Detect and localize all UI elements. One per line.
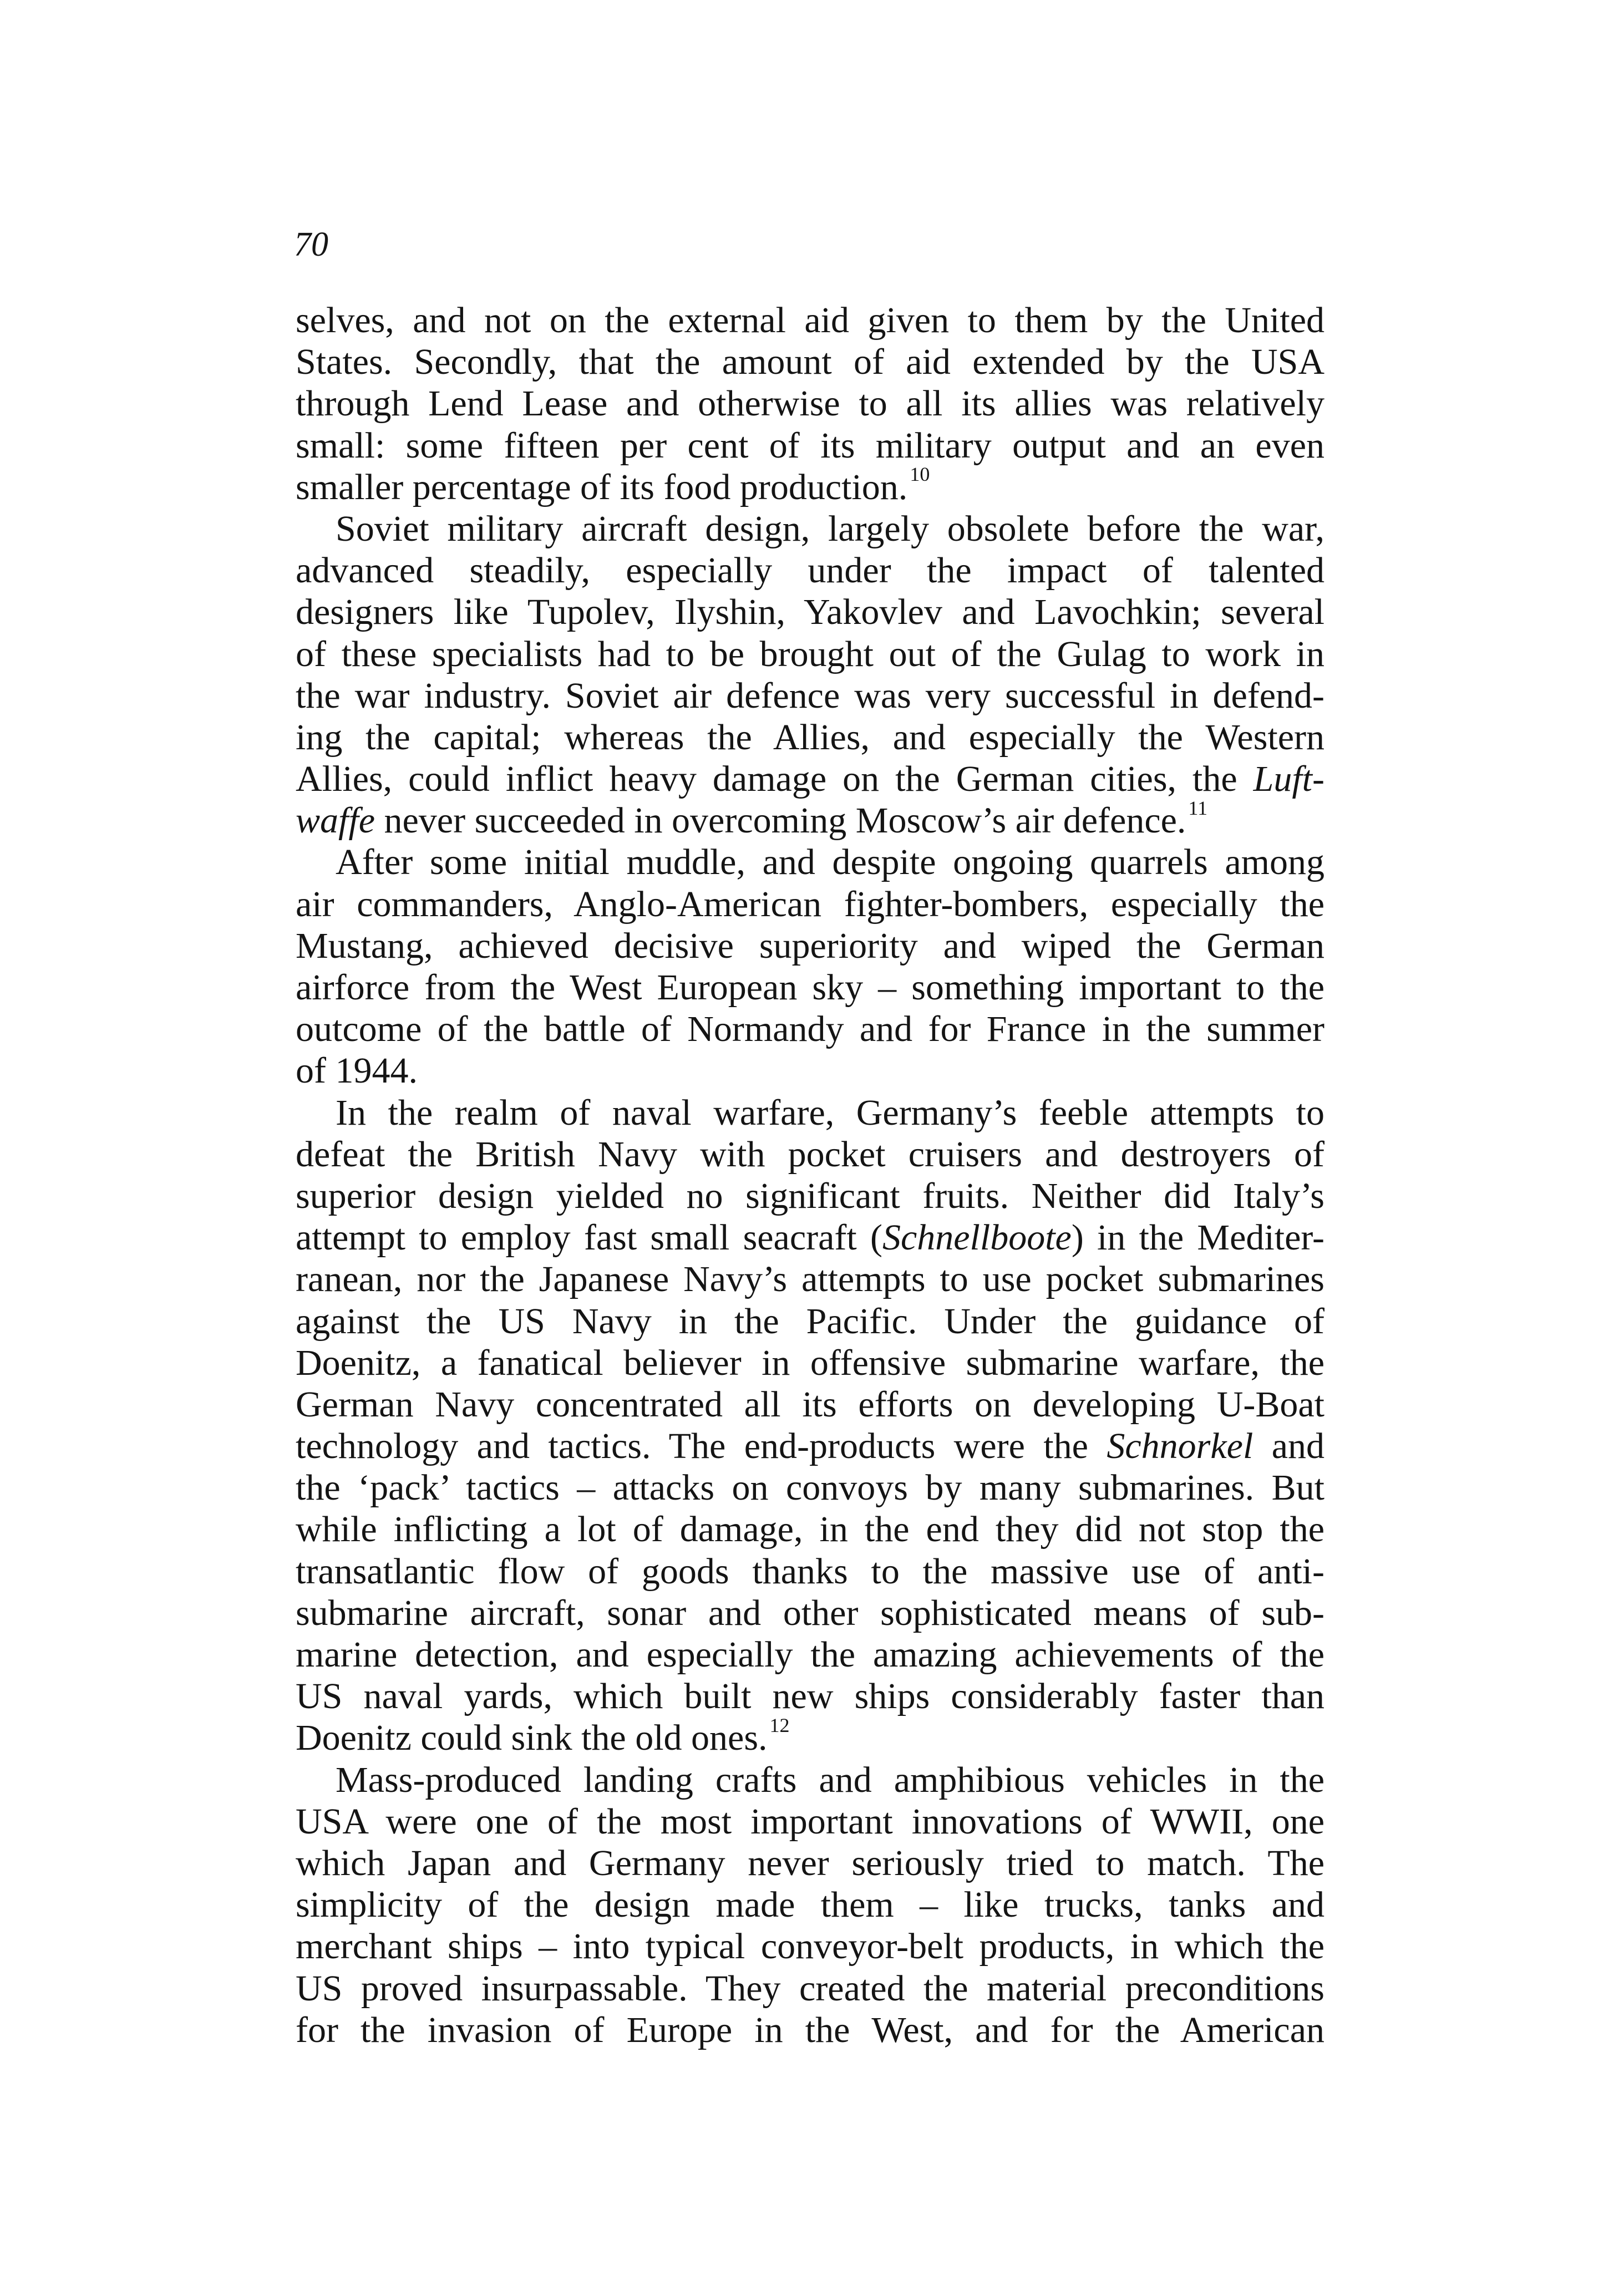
- footnote-marker: 10: [910, 463, 930, 486]
- text-line: [296, 1634, 1324, 1675]
- text-line: [296, 1050, 1324, 1091]
- text-segment: the ‘pack’ tactics – attacks on convoys by many submarines. But: [296, 1467, 1324, 1508]
- text-line: [296, 1592, 1324, 1634]
- text-line: [296, 883, 1324, 925]
- text-segment: Doenitz, a fanatical believer in offensive submarine warfare, the: [296, 1342, 1324, 1383]
- text-segment: ) in the Mediter-: [1071, 1217, 1325, 1258]
- text-segment: airforce from the West European sky – something important to the: [296, 967, 1324, 1008]
- text-line: [296, 1968, 1324, 2009]
- text-line: [296, 341, 1324, 383]
- text-segment: ranean, nor the Japanese Navy’s attempts to use pocket submarines: [296, 1259, 1324, 1300]
- text-line: [296, 1551, 1324, 1592]
- text-line: [296, 925, 1324, 967]
- text-segment: the war industry. Soviet air defence was very successful in defend-: [296, 675, 1324, 716]
- text-line: [296, 1467, 1324, 1508]
- text-segment: Allies, could inflict heavy damage on the German cities, the: [296, 759, 1253, 800]
- text-segment: In the realm of naval warfare, Germany’s feeble attempts to: [336, 1092, 1324, 1133]
- text-segment: against the US Navy in the Pacific. Under the guidance of: [296, 1301, 1324, 1342]
- text-line: [296, 967, 1324, 1008]
- text-segment: smaller percentage of its food production.: [296, 466, 908, 507]
- text-segment: designers like Tupolev, Ilyshin, Yakovlev and Lavochkin; several: [296, 592, 1324, 633]
- footnote-marker: 12: [769, 1714, 790, 1736]
- text-line: [296, 1175, 1324, 1217]
- text-line: [296, 1134, 1324, 1175]
- text-segment: USA were one of the most important innovations of WWII, one: [296, 1801, 1324, 1842]
- text-line: [296, 1384, 1324, 1425]
- text-segment: Mass-produced landing crafts and amphibious vehicles in the: [336, 1759, 1324, 1800]
- text-line: [296, 1092, 1324, 1134]
- italic-term: Luft-: [1253, 759, 1324, 800]
- text-segment: transatlantic flow of goods thanks to the massive use of anti-: [296, 1551, 1324, 1592]
- text-line: [296, 2009, 1324, 2051]
- text-line: [296, 1675, 1324, 1717]
- text-line: [296, 425, 1324, 466]
- text-line: [296, 675, 1324, 717]
- text-segment: attempt to employ fast small seacraft (: [296, 1217, 882, 1258]
- text-segment: of 1944.: [296, 1050, 418, 1091]
- text-line: [296, 717, 1324, 758]
- footnote-marker: 11: [1188, 796, 1208, 819]
- text-segment: submarine aircraft, sonar and other sophisticated means of sub-: [296, 1592, 1324, 1633]
- text-segment: and: [1253, 1426, 1324, 1467]
- body-text: [296, 299, 1324, 2051]
- text-line: [296, 1008, 1324, 1050]
- text-segment: for the invasion of Europe in the West, and for the American: [296, 2009, 1324, 2050]
- text-segment: After some initial muddle, and despite ongoing quarrels among: [336, 842, 1324, 883]
- italic-term: waffe: [296, 800, 375, 841]
- text-segment: defeat the British Navy with pocket cruisers and destroyers of: [296, 1134, 1324, 1175]
- text-line: [296, 1258, 1324, 1300]
- text-line: [296, 1217, 1324, 1258]
- text-segment: German Navy concentrated all its efforts on developing U-Boat: [296, 1384, 1324, 1425]
- italic-term: Schnorkel: [1107, 1426, 1253, 1467]
- text-line: [296, 1884, 1324, 1926]
- text-segment: while inflicting a lot of damage, in the end they did not stop the: [296, 1509, 1324, 1550]
- text-segment: marine detection, and especially the amazing achievements of the: [296, 1634, 1324, 1675]
- text-segment: US naval yards, which built new ships considerably faster than: [296, 1676, 1324, 1717]
- text-segment: small: some fifteen per cent of its military output and an even: [296, 425, 1324, 466]
- text-segment: never succeeded in overcoming Moscow’s air defence.: [375, 800, 1186, 841]
- text-segment: technology and tactics. The end-products were the: [296, 1426, 1107, 1467]
- text-segment: Doenitz could sink the old ones.: [296, 1718, 768, 1759]
- italic-term: Schnellboote: [882, 1217, 1072, 1258]
- text-segment: US proved insurpassable. They created the material preconditions: [296, 1968, 1324, 2009]
- text-line: [296, 299, 1324, 341]
- text-segment: simplicity of the design made them – like trucks, tanks and: [296, 1884, 1324, 1926]
- text-segment: merchant ships – into typical conveyor-belt products, in which the: [296, 1926, 1324, 1967]
- text-line: [296, 796, 1324, 841]
- text-segment: Mustang, achieved decisive superiority and wiped the German: [296, 925, 1324, 966]
- text-line: [296, 1801, 1324, 1842]
- text-segment: selves, and not on the external aid given to them by the United: [296, 300, 1324, 341]
- text-line: [296, 550, 1324, 591]
- text-segment: advanced steadily, especially under the impact of talented: [296, 550, 1324, 591]
- text-segment: through Lend Lease and otherwise to all its allies was relatively: [296, 383, 1324, 424]
- text-line: [296, 1425, 1324, 1467]
- text-segment: superior design yielded no significant fruits. Neither did Italy’s: [296, 1175, 1324, 1216]
- text-line: [296, 1301, 1324, 1342]
- page-number: 70: [294, 226, 328, 263]
- text-segment: which Japan and Germany never seriously tried to match. The: [296, 1842, 1324, 1883]
- text-segment: ing the capital; whereas the Allies, and especially the Western: [296, 717, 1324, 758]
- text-segment: air commanders, Anglo-American fighter-bombers, especially the: [296, 883, 1324, 924]
- text-line: [296, 1926, 1324, 1967]
- text-segment: States. Secondly, that the amount of aid extended by the USA: [296, 342, 1324, 383]
- text-line: [296, 1508, 1324, 1550]
- text-line: [296, 758, 1324, 800]
- text-line: [296, 633, 1324, 675]
- text-line: [296, 383, 1324, 424]
- text-segment: Soviet military aircraft design, largely obsolete before the war,: [336, 508, 1324, 549]
- text-line: [296, 1842, 1324, 1884]
- text-line: [296, 591, 1324, 633]
- text-line: [296, 1759, 1324, 1801]
- text-line: [296, 841, 1324, 883]
- text-line: [296, 1342, 1324, 1384]
- text-segment: of these specialists had to be brought out of the Gulag to work in: [296, 633, 1324, 674]
- text-line: [296, 1714, 1324, 1759]
- text-line: [296, 508, 1324, 550]
- text-line: [296, 463, 1324, 508]
- text-segment: outcome of the battle of Normandy and for France in the summer: [296, 1009, 1324, 1050]
